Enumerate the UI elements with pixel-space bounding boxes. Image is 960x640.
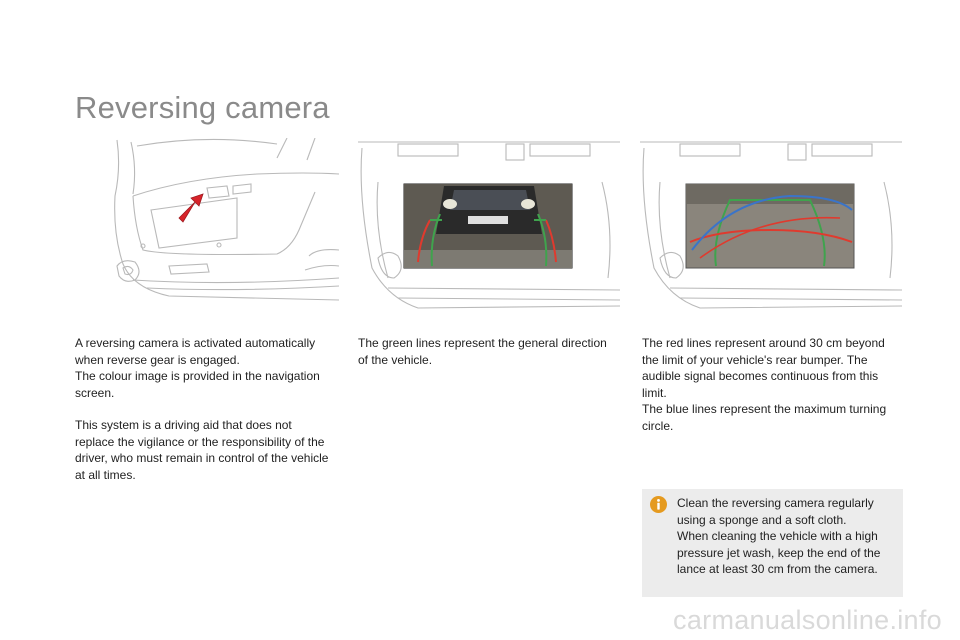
note-text: [677, 495, 897, 578]
text-column-camera-activation: [75, 335, 340, 499]
note-line: pressure jet wash, keep the end of the: [677, 545, 881, 560]
note-line: Clean the reversing camera regularly: [677, 496, 874, 510]
text-line: A reversing camera is activated automatically: [75, 336, 316, 350]
paragraph-driving-aid: [75, 417, 340, 483]
cleaning-info-note: [642, 489, 903, 597]
text-line: circle.: [642, 418, 674, 433]
text-line: screen.: [75, 385, 115, 400]
camera-screen-red-blue-lines-illustration: [640, 138, 902, 318]
text-line: The blue lines represent the maximum turning: [642, 402, 887, 416]
text-line: This system is a driving aid that does not: [75, 418, 292, 432]
paragraph-green-lines: [358, 335, 623, 368]
text-line: at all times.: [75, 467, 136, 482]
info-icon: [650, 496, 667, 513]
text-line: limit.: [642, 385, 667, 400]
paragraph-red-blue-lines: [642, 335, 907, 434]
paragraph-activation: [75, 335, 340, 401]
text-line: The green lines represent the general direction: [358, 336, 607, 350]
note-line: When cleaning the vehicle with a high: [677, 529, 878, 543]
camera-screen-green-lines-illustration: [358, 138, 620, 318]
text-line: audible signal becomes continuous from this: [642, 369, 879, 383]
text-line: replace the vigilance or the responsibility of the: [75, 434, 325, 449]
page-title: Reversing camera: [75, 90, 330, 125]
text-line: The red lines represent around 30 cm beyond: [642, 336, 885, 350]
note-line: lance at least 30 cm from the camera.: [677, 562, 878, 576]
text-line: The colour image is provided in the navigation: [75, 369, 320, 383]
text-line: the limit of your vehicle's rear bumper. The: [642, 352, 868, 367]
watermark: carmanualsonline.info: [673, 605, 942, 635]
text-column-red-blue-lines: [642, 335, 907, 450]
note-line: using a sponge and a soft cloth.: [677, 512, 847, 527]
text-line: driver, who must remain in control of the vehicle: [75, 451, 329, 465]
bumper-camera-illustration: [77, 138, 339, 318]
text-line: of the vehicle.: [358, 352, 433, 367]
text-line: when reverse gear is engaged.: [75, 352, 240, 367]
text-column-green-lines: [358, 335, 623, 384]
